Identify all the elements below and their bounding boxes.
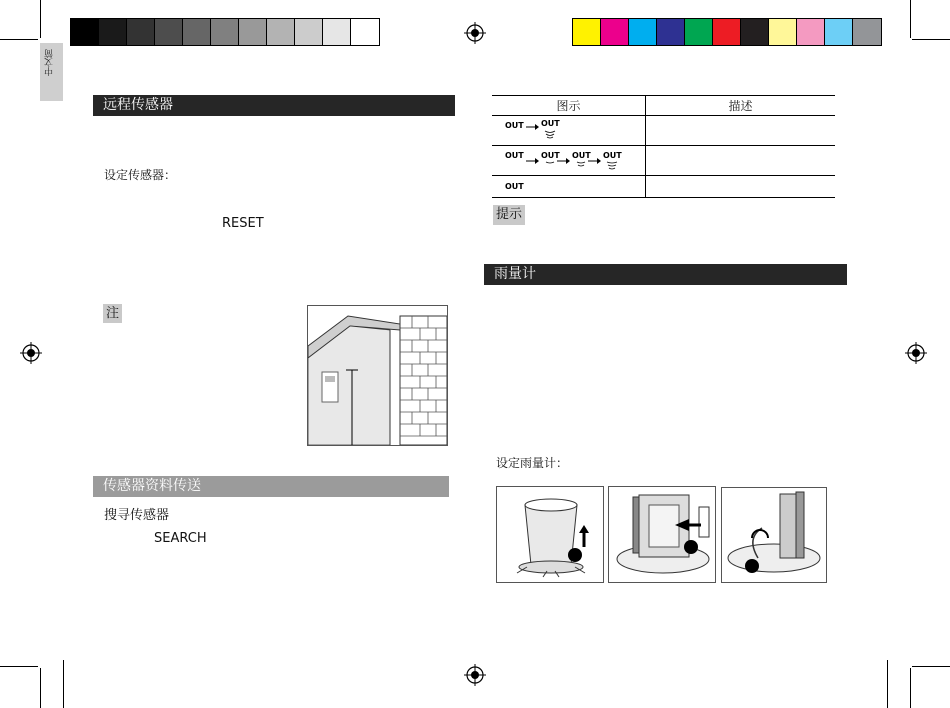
color-swatch <box>99 19 127 45</box>
color-swatch <box>601 19 629 45</box>
svg-text:OUT: OUT <box>572 151 591 160</box>
color-swatch <box>183 19 211 45</box>
color-swatch <box>657 19 685 45</box>
table-cell-description <box>646 116 836 146</box>
color-swatch <box>713 19 741 45</box>
search-keyword: SEARCH <box>154 531 207 546</box>
language-side-tab <box>40 43 63 101</box>
svg-text:OUT: OUT <box>505 151 524 160</box>
setup-sensor-label: 设定传感器： <box>104 168 177 182</box>
table-row <box>492 116 835 146</box>
svg-text:OUT: OUT <box>603 151 622 160</box>
color-swatch <box>71 19 99 45</box>
rain-gauge-step-1-illustration <box>496 486 604 583</box>
crop-mark <box>910 0 911 38</box>
crop-mark <box>63 660 64 708</box>
grayscale-color-bar <box>70 18 380 46</box>
rain-gauge-step-2-illustration <box>608 486 716 583</box>
language-tab-label: 中文简 <box>45 49 55 76</box>
process-color-bar <box>572 18 882 46</box>
rain-gauge-step-3-illustration <box>721 487 827 583</box>
table-row <box>492 146 835 176</box>
section-title-remote-sensor: 远程传感器 <box>93 95 455 116</box>
svg-text:OUT: OUT <box>541 151 560 160</box>
registration-mark-icon <box>464 664 486 686</box>
crop-mark <box>0 39 38 40</box>
color-swatch <box>825 19 853 45</box>
svg-text:OUT: OUT <box>505 182 524 191</box>
crop-mark <box>0 666 38 667</box>
house-wall-sensor-drawing <box>308 306 447 445</box>
table-header-description: 描述 <box>646 96 836 116</box>
svg-text:OUT: OUT <box>541 119 560 128</box>
color-swatch <box>853 19 881 45</box>
table-cell-description <box>646 146 836 176</box>
table-row <box>492 176 835 198</box>
color-swatch <box>685 19 713 45</box>
crop-mark <box>912 666 950 667</box>
note-label: 注 <box>103 304 122 323</box>
color-swatch <box>239 19 267 45</box>
tip-label: 提示 <box>493 205 525 225</box>
search-sensor-subheading: 搜寻传感器 <box>104 508 170 523</box>
out-to-out-waves-icon <box>492 116 646 146</box>
crop-mark <box>910 668 911 708</box>
registration-mark-icon <box>464 22 486 44</box>
color-swatch <box>323 19 351 45</box>
crop-mark <box>912 39 950 40</box>
color-swatch <box>797 19 825 45</box>
section-title-sensor-data-transfer: 传感器资料传送 <box>93 476 449 497</box>
crop-mark <box>40 668 41 708</box>
out-only-icon <box>492 176 646 198</box>
svg-text:OUT: OUT <box>505 121 524 130</box>
color-swatch <box>211 19 239 45</box>
color-swatch <box>769 19 797 45</box>
registration-mark-icon <box>905 342 927 364</box>
crop-mark <box>40 0 41 38</box>
crop-mark <box>887 660 888 708</box>
color-swatch <box>295 19 323 45</box>
color-swatch <box>629 19 657 45</box>
color-swatch <box>741 19 769 45</box>
color-swatch <box>351 19 379 45</box>
reset-keyword: RESET <box>222 216 264 231</box>
setup-rain-gauge-label: 设定雨量计： <box>496 456 569 470</box>
signal-icon-table <box>492 95 835 198</box>
out-sequence-waves-icon <box>492 146 646 176</box>
color-swatch <box>573 19 601 45</box>
color-swatch <box>127 19 155 45</box>
table-cell-description <box>646 176 836 198</box>
color-swatch <box>155 19 183 45</box>
color-swatch <box>267 19 295 45</box>
table-header-icon: 图示 <box>492 96 646 116</box>
sensor-placement-illustration <box>307 305 448 446</box>
section-title-rain-gauge: 雨量计 <box>484 264 847 285</box>
registration-mark-icon <box>20 342 42 364</box>
